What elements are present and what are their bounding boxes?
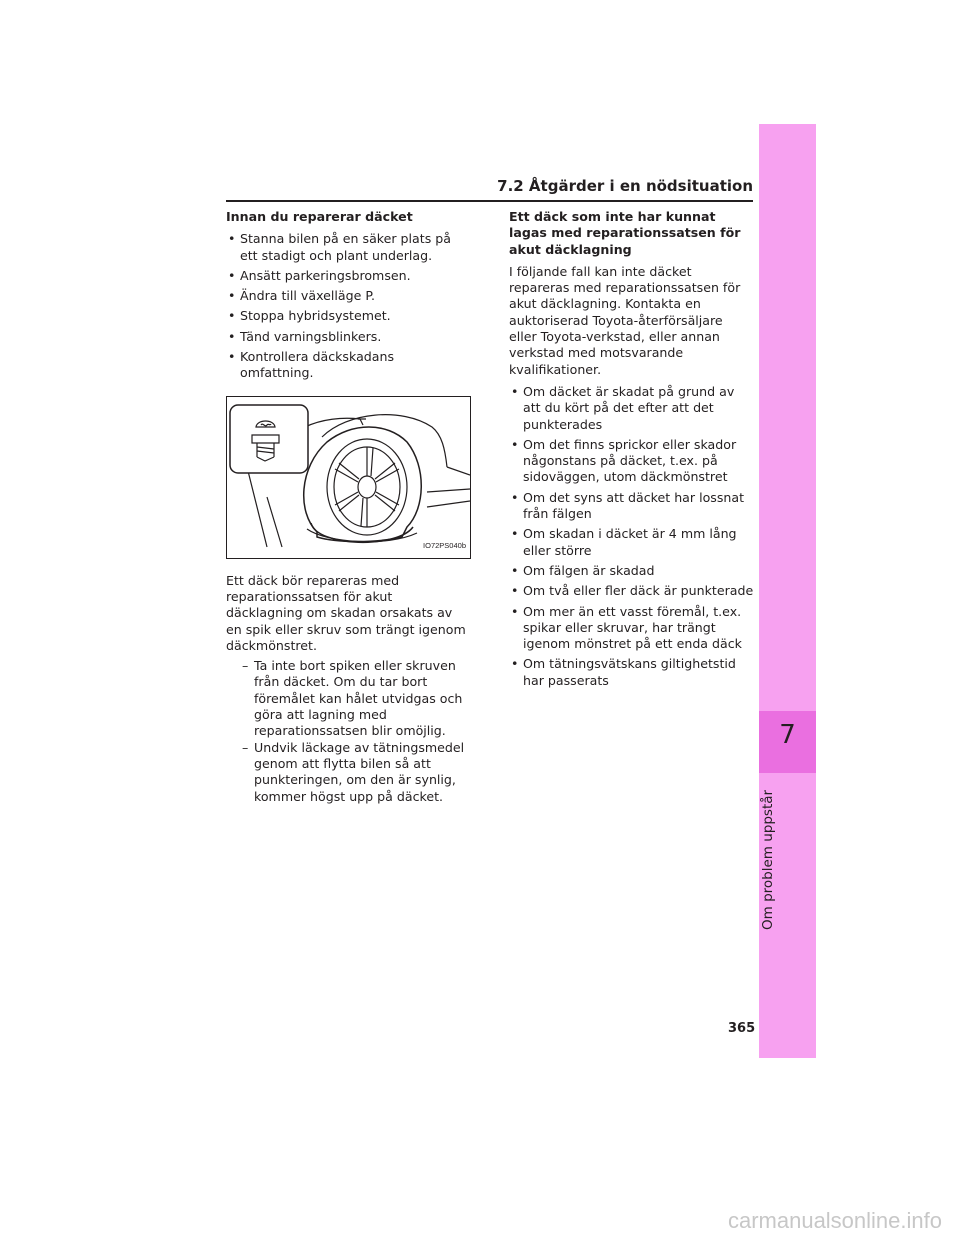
left-bullet-list xyxy=(226,231,471,381)
list-item: • Stanna bilen på en säker plats på ett stadigt och plant underlag. xyxy=(226,231,471,264)
list-item: • Om det syns att däcket har lossnat från fälgen xyxy=(509,490,754,523)
left-heading: Innan du reparerar däcket xyxy=(226,209,413,224)
list-item: – Ta inte bort spiken eller skruven från däcket. Om du tar bort föremålet kan hålet utvidgas och göra att lagning med reparationssatsen blir omöjlig. xyxy=(242,658,471,739)
tire-with-screw-illustration xyxy=(227,397,470,558)
flat-tire-illustration xyxy=(226,396,471,559)
header-rule xyxy=(226,200,753,202)
list-item: • Om mer än ett vasst föremål, t.ex. spikar eller skruvar, har trängt igenom mönstret på ett enda däck xyxy=(509,604,754,653)
chapter-number: 7 xyxy=(779,720,796,750)
list-item: – Undvik läckage av tätningsmedel genom att flytta bilen så att punkteringen, om den är synlig, kommer högst upp på däcket. xyxy=(242,740,471,805)
right-column xyxy=(509,209,754,693)
list-item: • Om två eller fler däck är punkterade xyxy=(509,583,754,599)
list-item: • Om tätningsvätskans giltighetstid har passerats xyxy=(509,656,754,689)
right-heading: Ett däck som inte har kunnat lagas med reparationssatsen för akut däcklagning xyxy=(509,209,741,257)
watermark: carmanualsonline.info xyxy=(727,1208,942,1233)
list-item: • Ändra till växelläge P. xyxy=(226,288,471,304)
list-item: • Om det finns sprickor eller skador någonstans på däcket, t.ex. på sidoväggen, utom däckmönstret xyxy=(509,437,754,486)
left-dash-list xyxy=(226,658,471,805)
right-bullet-list xyxy=(509,384,754,689)
figure-code: IO72PS040b xyxy=(423,541,466,551)
list-item: • Tänd varningsblinkers. xyxy=(226,329,471,345)
list-item: • Om skadan i däcket är 4 mm lång eller större xyxy=(509,526,754,559)
page-number: 365 xyxy=(728,1021,756,1036)
list-item: • Stoppa hybridsystemet. xyxy=(226,308,471,324)
list-item: • Om fälgen är skadad xyxy=(509,563,754,579)
left-paragraph: Ett däck bör repareras med reparationssatsen för akut däcklagning om skadan orsakats av en spik eller skruv som trängt igenom däckmönstret. xyxy=(226,572,466,653)
list-item: • Ansätt parkeringsbromsen. xyxy=(226,268,471,284)
list-item: • Kontrollera däckskadans omfattning. xyxy=(226,349,471,382)
list-item: • Om däcket är skadat på grund av att du kört på det efter att det punkterades xyxy=(509,384,754,433)
section-header: 7.2 Åtgärder i en nödsituation xyxy=(497,177,753,195)
right-intro: I följande fall kan inte däcket repareras med reparationssatsen för akut däcklagning. Kontakta en auktoriserad Toyota-återförsäljare eller Toyota-verkstad, eller annan verkstad med motsvarande kvalifikationer. xyxy=(509,263,741,377)
chapter-title: Om problem uppstår xyxy=(760,789,776,930)
left-column xyxy=(226,209,471,805)
